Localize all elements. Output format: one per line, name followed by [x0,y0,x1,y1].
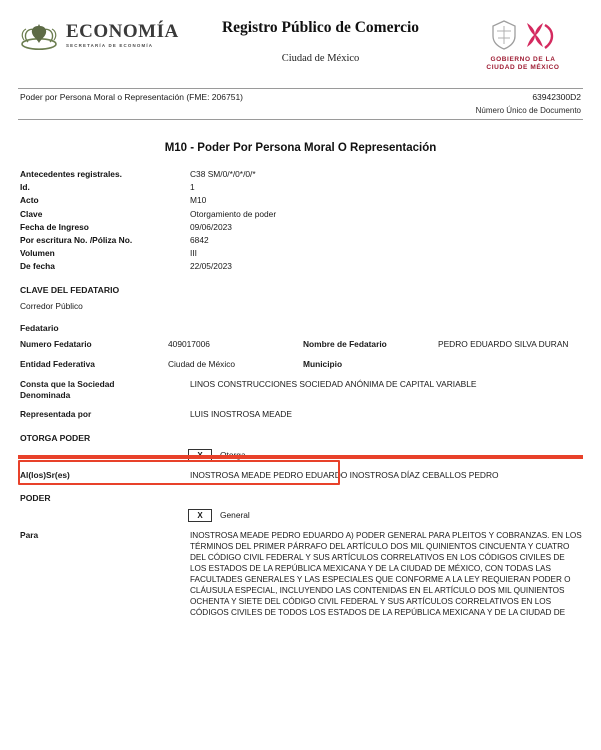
alos-row [18,470,583,481]
fedatario-block-title: CLAVE DEL FEDATARIO [20,284,120,295]
document-unique-number: 63942300D2 [532,92,581,102]
entidad-row [18,359,583,369]
subheader-divider [18,119,583,120]
economia-wordmark [66,22,179,48]
cdmx-emblem-icon [463,18,583,52]
economia-title: ECONOMÍA [66,20,179,42]
field-label: Acto [20,195,39,206]
sociedad-row [18,379,583,401]
document-header [18,0,583,84]
field-value: Otorgamiento de poder [190,208,277,219]
para-row [18,530,583,619]
fedatario-type: Corredor Público [20,300,83,311]
fme-text: Poder por Persona Moral o Representación (FME: 206751) [20,92,244,102]
field-label: Id. [20,182,30,193]
header-city: Ciudad de México [281,53,360,65]
field-value: C38 SM/0/*/0*/0/* [190,169,256,179]
nombre-fedatario-label: Nombre de Fedatario [303,338,387,349]
document-number-label: Número Único de Documento [475,106,581,115]
field-label: De fecha [20,261,55,272]
general-checkbox[interactable]: X [188,509,212,522]
entidad-federativa-value: Ciudad de México [168,359,236,370]
field-label: Antecedentes registrales. [20,169,122,179]
cdmx-logo [463,18,583,72]
numero-fedatario-value: 409017006 [168,338,210,349]
field-value: 22/05/2023 [190,261,232,272]
field-value: M10 [190,195,207,206]
field-value: III [190,248,197,259]
registry-fields [18,168,583,273]
field-value: 09/06/2023 [190,221,232,232]
page-title: Registro Público de Comercio [221,19,420,36]
entidad-federativa-label: Entidad Federativa [20,359,95,370]
representada-label: Representada por [20,409,92,420]
highlight-bar-sociedad [18,455,583,459]
alos-value: INOSTROSA MEADE PEDRO EDUARDO INOSTROSA DÍAZ CEBALLOS PEDRO [190,469,499,480]
field-row [18,208,583,220]
field-value: 6842 [190,234,209,245]
sociedad-label: Consta que la Sociedad Denominada [20,379,115,401]
otorga-poder-title: OTORGA PODER [20,432,91,443]
header-center [178,18,463,64]
general-checkbox-row [18,509,583,522]
eagle-emblem-icon [18,18,60,52]
para-value: INOSTROSA MEADE PEDRO EDUARDO A) PODER GENERAL PARA PLEITOS Y COBRANZAS. EN LOS TÉRMINOS DEL PRIMER PÁRRAFO DEL ARTÍCULO DOS MIL QUINIENTOS CINCUENTA Y CUATRO DEL CÓDIGO CIVIL FEDERAL Y SUS ARTÍCULOS CORRELATIVOS EN LOS CÓDIGOS CIVILES DE LOS ESTADOS DE LA REPÚBLICA MEXICANA Y DE LA CIUDAD DE MÉXICO, CON TODAS LAS FACULTADES GENERALES Y LAS ESPECIALES QUE CONFORME A LA LEY REQUIERAN PODER O CLÁUSULA ESPECIAL, INCLUYENDO LAS CONTENIDAS EN EL ARTÍCULO DOS MIL QUINIENTOS OCHENTA Y SIETE DEL CÓDIGO CIVIL FEDERAL Y SUS ARTÍCULOS CORRELATIVOS EN LOS CÓDIGOS CIVILES DE TODOS LOS ESTADOS DE LA REPÚBLICA MEXICANA Y DE LA CIUDAD DE [190,530,582,618]
economia-logo [18,18,178,52]
numero-fedatario-label: Numero Fedatario [20,338,92,349]
cdmx-caption: GOBIERNO DE LA CIUDAD DE MÉXICO [486,56,560,72]
field-row [18,168,583,180]
field-row [18,234,583,246]
field-label: Volumen [20,248,55,259]
economia-subtitle: SECRETARÍA DE ECONOMÍA [66,42,154,48]
fedatario-number-row [18,339,583,350]
document-subheader [18,89,583,104]
representada-row [18,409,583,420]
sociedad-value: LINOS CONSTRUCCIONES SOCIEDAD ANÓNIMA DE CAPITAL VARIABLE [190,379,477,390]
field-row [18,181,583,193]
alos-label: Al(los)Sr(es) [20,469,70,480]
field-row [18,260,583,272]
fedatario-title: Fedatario [20,322,59,333]
field-row [18,221,583,233]
general-checkbox-label: General [220,510,250,521]
field-value: 1 [190,182,195,193]
field-label: Clave [20,208,43,219]
field-label: Por escritura No. /Póliza No. [20,234,133,245]
representada-value: LUIS INOSTROSA MEADE [190,409,292,420]
nombre-fedatario-value: PEDRO EDUARDO SILVA DURAN [438,338,569,349]
field-row [18,194,583,206]
field-row [18,247,583,259]
poder-title: PODER [20,492,51,503]
para-label: Para [20,529,39,540]
section-title: M10 - Poder Por Persona Moral O Representación [164,142,437,154]
field-label: Fecha de Ingreso [20,221,89,232]
municipio-label: Municipio [303,359,343,370]
